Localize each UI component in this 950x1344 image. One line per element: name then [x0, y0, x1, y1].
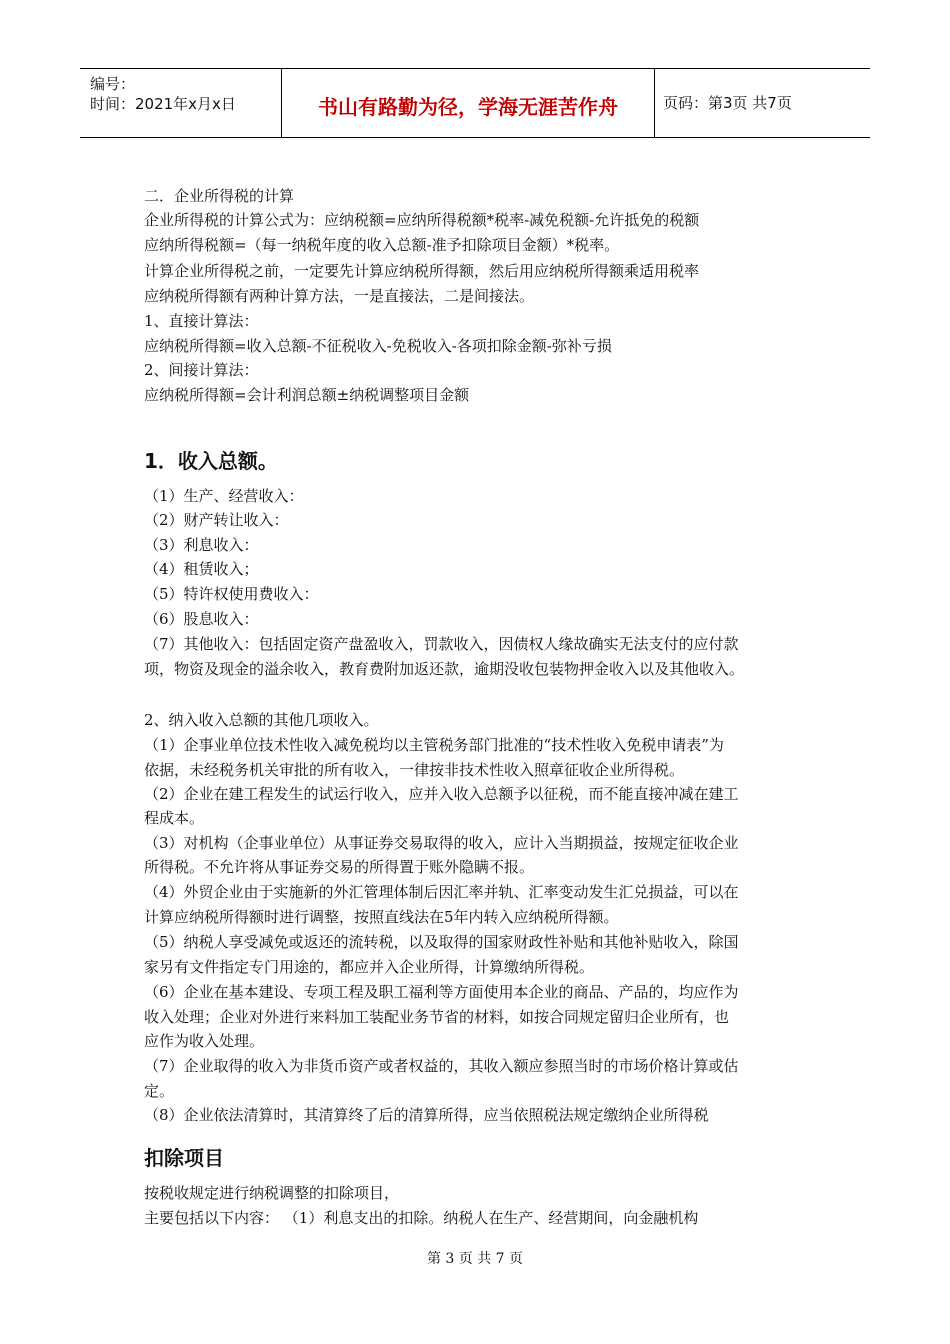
section-title: 二．企业所得税的计算: [144, 187, 295, 205]
paragraph-line: 应纳税所得额有两种计算方法，一是直接法，二是间接法。: [144, 287, 535, 305]
paragraph-line: 应作为收入处理。: [144, 1032, 265, 1050]
paragraph-line: （5）纳税人享受减免或返还的流转税，以及取得的国家财政性补贴和其他补贴收入，除国: [144, 933, 739, 951]
motto: 书山有路勤为径，学海无涯苦作舟: [318, 95, 618, 119]
paragraph-line: 主要包括以下内容： （1）利息支出的扣除。纳税人在生产、经营期间，向金融机构: [144, 1209, 699, 1227]
paragraph-line: 计算企业所得税之前，一定要先计算应纳税所得额，然后用应纳税所得额乘适用税率: [144, 262, 700, 280]
header-page-cell: [655, 69, 870, 137]
list-item: 项，物资及现金的溢余收入，教育费附加返还款，逾期没收包装物押金收入以及其他收入。: [144, 660, 745, 678]
paragraph-line: 收入处理；企业对外进行来料加工装配业务节省的材料，如按合同规定留归企业所有，也: [144, 1008, 730, 1026]
header-meta-cell: [80, 69, 282, 137]
paragraph-line: 应纳所得税额=（每一纳税年度的收入总额-准予扣除项目金额）*税率。: [144, 236, 620, 254]
paragraph-line: 企业所得税的计算公式为：应纳税额=应纳所得税额*税率-减免税额-允许抵免的税额: [144, 211, 700, 229]
paragraph-line: 按税收规定进行纳税调整的扣除项目，: [144, 1184, 400, 1202]
list-item: （3）利息收入：: [144, 536, 259, 554]
paragraph-line: 家另有文件指定专门用途的，都应并入企业所得，计算缴纳所得税。: [144, 958, 595, 976]
paragraph-line: 1、直接计算法：: [144, 312, 259, 330]
list-item: （6）股息收入：: [144, 610, 259, 628]
paragraph-line: （6）企业在基本建设、专项工程及职工福利等方面使用本企业的商品、产品的，均应作为: [144, 983, 739, 1001]
paragraph-line: （3）对机构（企事业单位）从事证券交易取得的收入，应计入当期损益，按规定征收企业: [144, 834, 739, 852]
heading-income: 1．收入总额。: [144, 449, 278, 473]
time-label: 时间：2021年x月x日: [90, 95, 236, 113]
page-info: 页码：第3页 共7页: [663, 94, 792, 112]
paragraph-line: 程成本。: [144, 809, 205, 827]
paragraph-line: 依据，未经税务机关审批的所有收入，一律按非技术性收入照章征收企业所得税。: [144, 761, 685, 779]
page-header: [80, 68, 870, 138]
paragraph-line: （2）企业在建工程发生的试运行收入，应并入收入总额予以征税，而不能直接冲减在建工: [144, 785, 739, 803]
list-item: （4）租赁收入；: [144, 560, 259, 578]
paragraph-line: 2、纳入收入总额的其他几项收入。: [144, 711, 379, 729]
list-item: （5）特许权使用费收入：: [144, 585, 319, 603]
paragraph-line: 计算应纳税所得额时进行调整，按照直线法在5年内转入应纳税所得额。: [144, 908, 619, 926]
paragraph-line: （4）外贸企业由于实施新的外汇管理体制后因汇率并轨、汇率变动发生汇兑损益，可以在: [144, 883, 739, 901]
paragraph-line: （1）企事业单位技术性收入减免税均以主管税务部门批准的“技术性收入免税申请表”为: [144, 736, 724, 754]
paragraph-line: 2、间接计算法：: [144, 361, 259, 379]
list-item: （2）财产转让收入：: [144, 511, 289, 529]
paragraph-line: （7）企业取得的收入为非货币资产或者权益的，其收入额应参照当时的市场价格计算或估: [144, 1057, 739, 1075]
number-label: 编号：: [90, 75, 136, 93]
paragraph-line: 应纳税所得额=收入总额-不征税收入-免税收入-各项扣除金额-弥补亏损: [144, 337, 612, 355]
paragraph-line: 应纳税所得额=会计利润总额±纳税调整项目金额: [144, 386, 470, 404]
heading-deduction: 扣除项目: [144, 1146, 224, 1170]
paragraph-line: 所得税。不允许将从事证券交易的所得置于账外隐瞒不报。: [144, 858, 535, 876]
list-item: （1）生产、经营收入：: [144, 487, 304, 505]
list-item: （7）其他收入：包括固定资产盘盈收入，罚款收入，因债权人缘故确实无法支付的应付款: [144, 635, 739, 653]
paragraph-line: （8）企业依法清算时，其清算终了后的清算所得，应当依照税法规定缴纳企业所得税: [144, 1106, 709, 1124]
paragraph-line: 定。: [144, 1082, 175, 1100]
page-footer: 第 3 页 共 7 页: [426, 1251, 524, 1267]
header-motto-cell: [282, 69, 655, 137]
